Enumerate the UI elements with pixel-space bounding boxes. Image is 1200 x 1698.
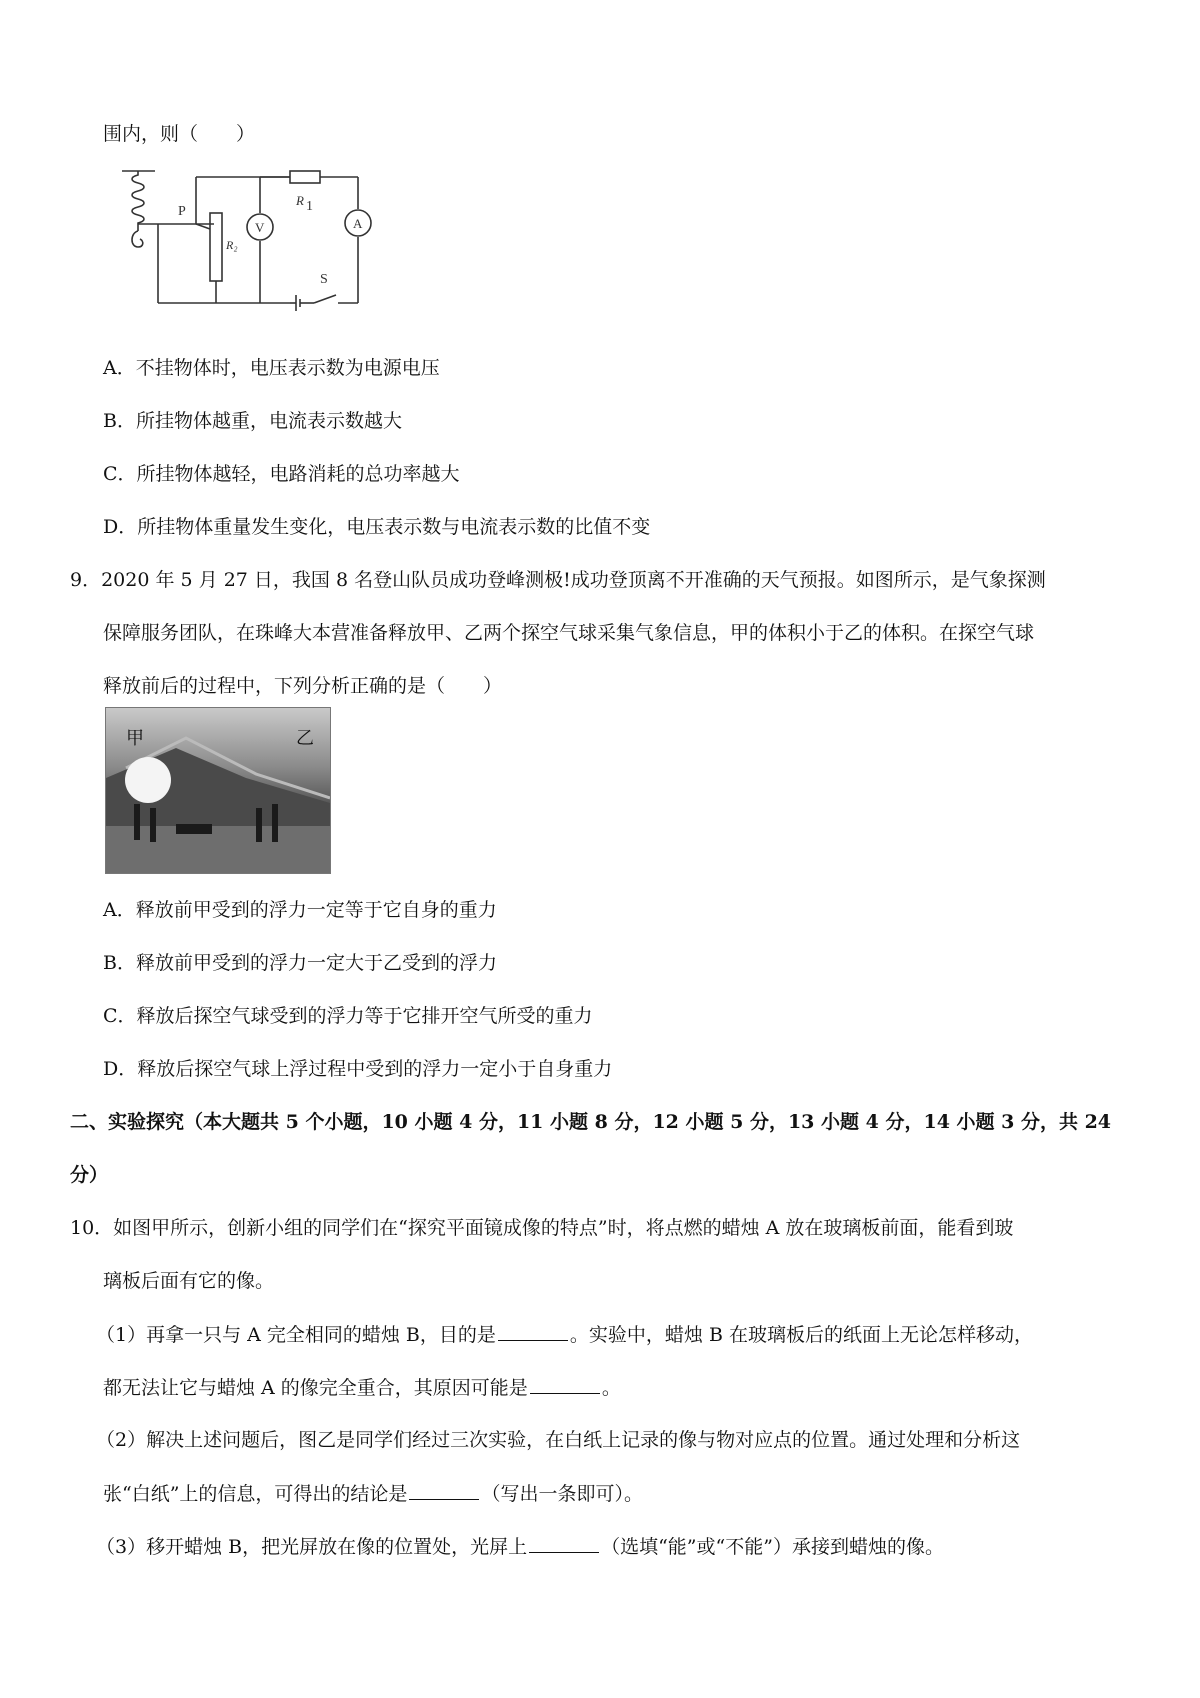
q8-stem-tail: 围内，则（ ）: [103, 123, 256, 145]
label-v: V: [255, 220, 265, 235]
q8-option-b: B．所挂物体越重，电流表示数越大: [103, 410, 402, 432]
circuit-diagram: [100, 165, 400, 335]
q10-part3-text-a: （3）移开蜡烛 B，把光屏放在像的位置处，光屏上: [96, 1536, 528, 1558]
q9-option-d: D．释放后探空气球上浮过程中受到的浮力一定小于自身重力: [103, 1058, 613, 1080]
switch-s: [314, 295, 336, 303]
q9-option-b: B．释放前甲受到的浮力一定大于乙受到的浮力: [103, 952, 497, 974]
spring: [132, 171, 144, 231]
hook: [132, 231, 143, 247]
balloon-photo: [105, 707, 331, 874]
q10-stem-line-1: 10．如图甲所示，创新小组的同学们在“探究平面镜成像的特点”时，将点燃的蜡烛 A 放在玻璃板前面，能看到玻: [70, 1217, 1014, 1239]
q10-part3-text-b: （选填“能”或“不能”）承接到蜡烛的像。: [601, 1536, 944, 1558]
q8-option-c: C．所挂物体越轻，电路消耗的总功率越大: [103, 463, 460, 485]
q10-part1-line-1: [96, 1320, 1033, 1349]
label-r2: R₂: [226, 238, 238, 252]
q10-part1-text-b: 。实验中，蜡烛 B 在玻璃板后的纸面上无论怎样移动，: [569, 1324, 1033, 1346]
q9-stem-line-2: 保障服务团队，在珠峰大本营准备释放甲、乙两个探空气球采集气象信息，甲的体积小于乙的体积。在探空气球: [103, 622, 1035, 644]
q8-option-a: A．不挂物体时，电压表示数为电源电压: [103, 357, 440, 379]
q10-part1-line-2: [103, 1373, 621, 1402]
answer-blank-3[interactable]: [409, 1479, 479, 1500]
label-s: S: [320, 272, 328, 287]
label-yi: 乙: [296, 728, 314, 749]
q9-stem-line-1: 9．2020 年 5 月 27 日，我国 8 名登山队员成功登峰测极!成功登顶离不开准确的天气预报。如图所示，是气象探测: [70, 569, 1046, 591]
label-a: A: [353, 216, 363, 231]
resistor-r1: [290, 171, 320, 183]
label-r1-sub: 1: [306, 199, 313, 214]
label-jia: 甲: [126, 728, 144, 749]
q10-part3-line: [96, 1532, 944, 1561]
q10-part1-text-c: 都无法让它与蜡烛 A 的像完全重合，其原因可能是: [103, 1377, 528, 1399]
q9-option-a: A．释放前甲受到的浮力一定等于它自身的重力: [103, 899, 497, 921]
q10-part2-text-c: （写出一条即可）。: [481, 1483, 643, 1505]
q10-part2-text-b: 张“白纸”上的信息，可得出的结论是: [103, 1483, 408, 1505]
label-p: P: [178, 204, 186, 219]
section2-heading-line-2: 分）: [70, 1164, 109, 1186]
q9-option-c: C．释放后探空气球受到的浮力等于它排开空气所受的重力: [103, 1005, 593, 1027]
answer-blank-1[interactable]: [498, 1320, 568, 1341]
q10-part1-text-d: 。: [601, 1377, 621, 1399]
answer-blank-4[interactable]: [529, 1532, 599, 1553]
q10-part1-text-a: （1）再拿一只与 A 完全相同的蜡烛 B，目的是: [96, 1324, 496, 1346]
q10-stem-line-2: 璃板后面有它的像。: [103, 1270, 275, 1292]
balloon-photo-drawing: [106, 708, 330, 873]
section2-heading-line-1: 二、实验探究（本大题共 5 个小题，10 小题 4 分，11 小题 8 分，12 小题 5 分，13 小题 4 分，14 小题 3 分，共 24: [70, 1111, 1112, 1133]
q10-part2-line-1: （2）解决上述问题后，图乙是同学们经过三次实验，在白纸上记录的像与物对应点的位置。通过处理和分析这: [96, 1429, 1021, 1451]
q9-stem-line-3: 释放前后的过程中，下列分析正确的是（ ）: [103, 675, 503, 697]
q8-option-d: D．所挂物体重量发生变化，电压表示数与电流表示数的比值不变: [103, 516, 651, 538]
answer-blank-2[interactable]: [530, 1373, 600, 1394]
balloon-jia: [125, 757, 171, 803]
rheostat-r2: [210, 213, 222, 281]
q10-part2-line-2: [103, 1479, 643, 1508]
label-r1: R: [296, 193, 304, 208]
